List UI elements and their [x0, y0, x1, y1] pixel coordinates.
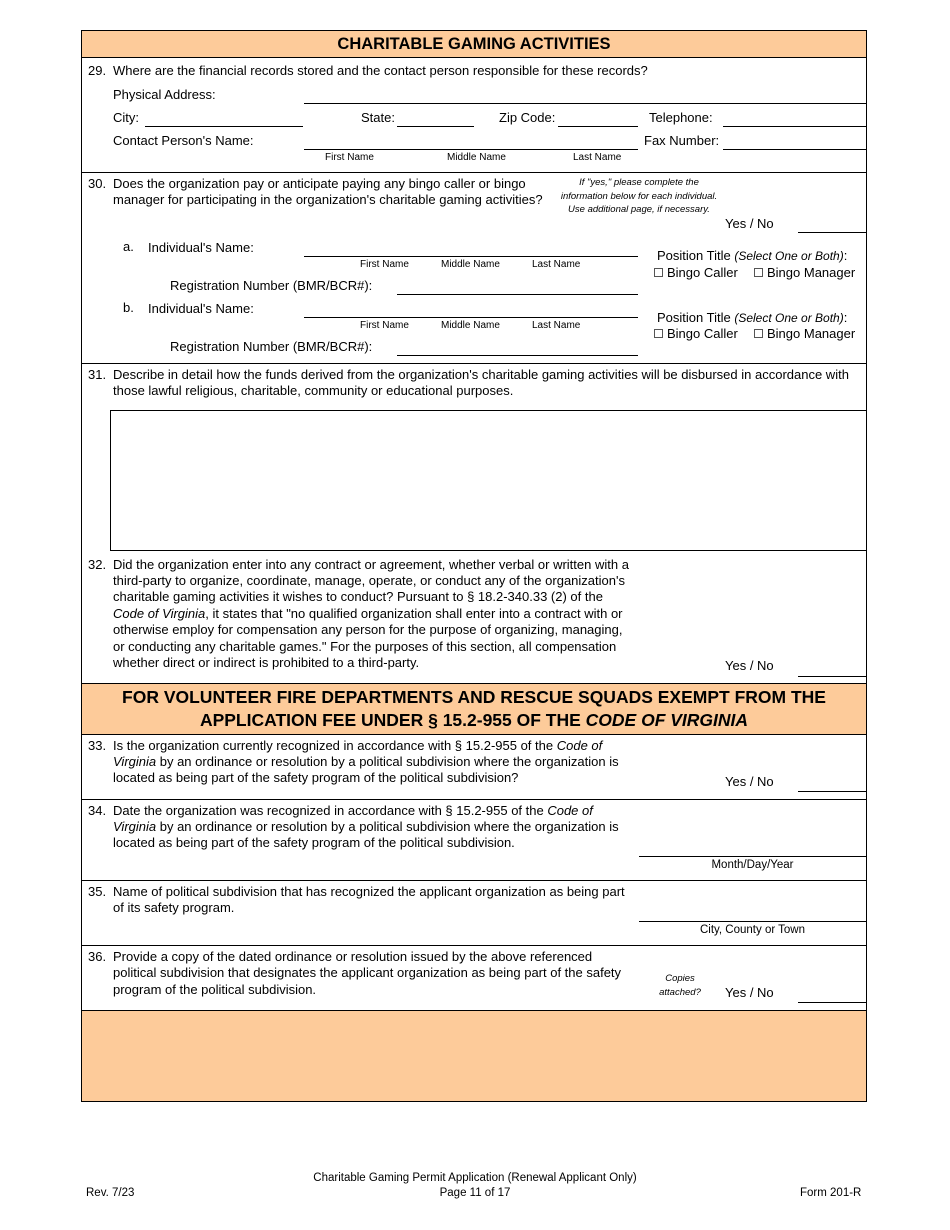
bingo-caller-label: Bingo Caller — [667, 326, 738, 341]
footer-revision: Rev. 7/23 — [86, 1187, 135, 1199]
q30-b-last-caption: Last Name — [532, 320, 581, 331]
q36-copies-attached: Copies attached? — [659, 973, 701, 998]
q34-number: 34. — [88, 803, 107, 818]
middle-name-caption: Middle Name — [447, 152, 506, 163]
q36-line-2: political subdivision that designates the applicant organization as being part of the safety — [113, 965, 622, 980]
q30-b-caller-option[interactable] — [654, 326, 738, 343]
first-name-caption: First Name — [325, 152, 374, 163]
bingo-manager-label: Bingo Manager — [767, 265, 856, 280]
q32-line-2: third-party to organize, coordinate, manage, operate, or conduct any of the organization's — [113, 573, 625, 588]
q34-line-1b: Code of — [547, 803, 593, 818]
q35-number: 35. — [88, 884, 107, 899]
q30-b-registration-field[interactable] — [397, 355, 638, 356]
q29-number: 29. — [88, 63, 107, 78]
physical-address-label: Physical Address: — [113, 87, 216, 102]
section-heading-line-2 — [81, 709, 867, 731]
q30-a-middle-caption: Middle Name — [441, 259, 500, 270]
footer-title: Charitable Gaming Permit Application (Renewal Applicant Only) — [313, 1172, 637, 1184]
q30-a-last-caption: Last Name — [532, 259, 581, 270]
checkbox[interactable] — [654, 268, 663, 277]
zip-label: Zip Code: — [499, 110, 556, 125]
select-hint: (Select One or Both) — [734, 311, 844, 325]
select-hint: (Select One or Both) — [734, 249, 844, 263]
q30-text-2: manager for participating in the organization's charitable gaming activities? — [113, 192, 543, 207]
section-heading-line-2a: APPLICATION FEE UNDER § 15.2-955 OF THE — [199, 710, 586, 730]
q32-answer-field[interactable] — [798, 676, 866, 677]
q34-line-1 — [113, 803, 593, 820]
q34-line-2 — [113, 819, 619, 836]
q30-text-1: Does the organization pay or anticipate paying any bingo caller or bingo — [113, 176, 526, 191]
city-label: City: — [113, 110, 139, 125]
divider — [81, 1010, 867, 1011]
q33-yes-no: Yes / No — [725, 774, 774, 789]
q33-line-2b: by an ordinance or resolution by a political subdivision where the organization is — [156, 754, 619, 769]
q35-line-1: Name of political subdivision that has recognized the applicant organization as being part — [113, 884, 625, 899]
q30-a-letter: a. — [123, 239, 134, 254]
divider — [81, 734, 867, 735]
q30-b-middle-caption: Middle Name — [441, 320, 500, 331]
q30-a-manager-option[interactable] — [754, 265, 855, 282]
q33-line-2 — [113, 754, 619, 771]
divider — [81, 172, 867, 173]
telephone-field[interactable] — [723, 126, 866, 127]
q30-yes-no: Yes / No — [725, 216, 774, 231]
zip-field[interactable] — [558, 126, 638, 127]
checkbox[interactable] — [754, 329, 763, 338]
q36-yes-no: Yes / No — [725, 985, 774, 1000]
q33-line-1b: Code of — [556, 738, 603, 753]
q32-line-6: or conducting any charitable games." For the purposes of this section, all compensation — [113, 639, 617, 654]
contact-label: Contact Person's Name: — [113, 133, 254, 148]
q35-caption: City, County or Town — [699, 924, 806, 936]
q30-a-registration-label: Registration Number (BMR/BCR#): — [170, 278, 373, 293]
q33-line-2a: Virginia — [113, 754, 157, 769]
q30-answer-field[interactable] — [798, 232, 866, 233]
colon: : — [843, 248, 848, 263]
city-field[interactable] — [145, 126, 303, 127]
bingo-manager-label: Bingo Manager — [767, 326, 856, 341]
code-of-virginia: Code of Virginia — [113, 606, 206, 621]
position-title: Position Title — [657, 248, 731, 263]
footer-form-number: Form 201-R — [800, 1187, 862, 1199]
q30-a-caller-option[interactable] — [654, 265, 738, 282]
last-name-caption: Last Name — [573, 152, 622, 163]
q35-line-2: of its safety program. — [113, 900, 235, 915]
divider — [81, 799, 867, 800]
colon: : — [843, 310, 848, 325]
q30-b-manager-option[interactable] — [754, 326, 855, 343]
q34-date-caption: Month/Day/Year — [711, 859, 794, 871]
q30-a-position-label — [657, 248, 847, 265]
fax-field[interactable] — [723, 149, 866, 150]
q32-yes-no: Yes / No — [725, 658, 774, 673]
q36-answer-field[interactable] — [798, 1002, 866, 1003]
fax-label: Fax Number: — [644, 133, 720, 148]
q30-a-individual-label: Individual's Name: — [148, 240, 254, 255]
q36-line-1: Provide a copy of the dated ordinance or resolution issued by the above referenced — [113, 949, 593, 964]
telephone-label: Telephone: — [649, 110, 713, 125]
q32-line-1: Did the organization enter into any contract or agreement, whether verbal or written with a — [113, 557, 629, 572]
page-title: CHARITABLE GAMING ACTIVITIES — [337, 35, 611, 53]
q33-line-1a: Is the organization currently recognized in accordance with § 15.2-955 of the — [113, 738, 557, 753]
q34-line-2a: Virginia — [113, 819, 157, 834]
state-label: State: — [361, 110, 395, 125]
q29-text: Where are the financial records stored and the contact person responsible for these records? — [113, 63, 648, 78]
divider — [81, 363, 867, 364]
state-field[interactable] — [397, 126, 474, 127]
q33-answer-field[interactable] — [798, 791, 866, 792]
q30-a-registration-field[interactable] — [397, 294, 638, 295]
divider — [81, 57, 867, 58]
footer-page-number: Page 11 of 17 — [439, 1187, 511, 1199]
q36-number: 36. — [88, 949, 107, 964]
q31-text-1: Describe in detail how the funds derived from the organization's charitable gaming activities will be disbursed in accordance with — [113, 367, 849, 382]
q30-number: 30. — [88, 176, 107, 191]
q31-answer-box[interactable] — [110, 410, 867, 551]
section-heading-line-1: FOR VOLUNTEER FIRE DEPARTMENTS AND RESCUE SQUADS EXEMPT FROM THE — [122, 687, 826, 707]
q30-note: If "yes," please complete the information below for each individual. Use additional page, if necessary. — [560, 177, 718, 215]
q33-line-3: located as being part of the safety program of the political subdivision? — [113, 770, 519, 785]
q36-line-3: program of the political subdivision. — [113, 982, 317, 997]
q30-b-first-caption: First Name — [360, 320, 409, 331]
divider — [81, 880, 867, 881]
q32-line-5: otherwise employ for compensation any person for the purpose of organizing, managing, — [113, 622, 623, 637]
q30-b-letter: b. — [123, 300, 134, 315]
divider — [81, 945, 867, 946]
q32-number: 32. — [88, 557, 107, 572]
divider — [81, 683, 867, 684]
checkbox[interactable] — [754, 268, 763, 277]
q30-b-position-label — [657, 310, 847, 327]
q34-line-2b: by an ordinance or resolution by a political subdivision where the organization is — [156, 819, 619, 834]
physical-address-field[interactable] — [304, 103, 866, 104]
q30-b-individual-label: Individual's Name: — [148, 301, 254, 316]
q34-line-3: located as being part of the safety program of the political subdivision. — [113, 835, 515, 850]
q32-line-4-rest: , it states that "no qualified organization shall enter into a contract with or — [205, 606, 623, 621]
q33-number: 33. — [88, 738, 107, 753]
q32-line-4 — [113, 606, 623, 623]
position-title: Position Title — [657, 310, 731, 325]
q32-line-3: charitable gaming activities it wishes to conduct? Pursuant to § 18.2-340.33 (2) of the — [113, 589, 603, 604]
bingo-caller-label: Bingo Caller — [667, 265, 738, 280]
section-heading-line-2b: CODE OF VIRGINIA — [585, 710, 749, 730]
q31-text-2: those lawful religious, charitable, community or educational purposes. — [113, 383, 514, 398]
checkbox[interactable] — [654, 329, 663, 338]
q33-line-1 — [113, 738, 602, 755]
q30-b-registration-label: Registration Number (BMR/BCR#): — [170, 339, 373, 354]
q30-a-first-caption: First Name — [360, 259, 409, 270]
q31-number: 31. — [88, 367, 107, 382]
q34-line-1a: Date the organization was recognized in accordance with § 15.2-955 of the — [113, 803, 548, 818]
q32-line-7: whether direct or indirect is prohibited to a third-party. — [113, 655, 420, 670]
